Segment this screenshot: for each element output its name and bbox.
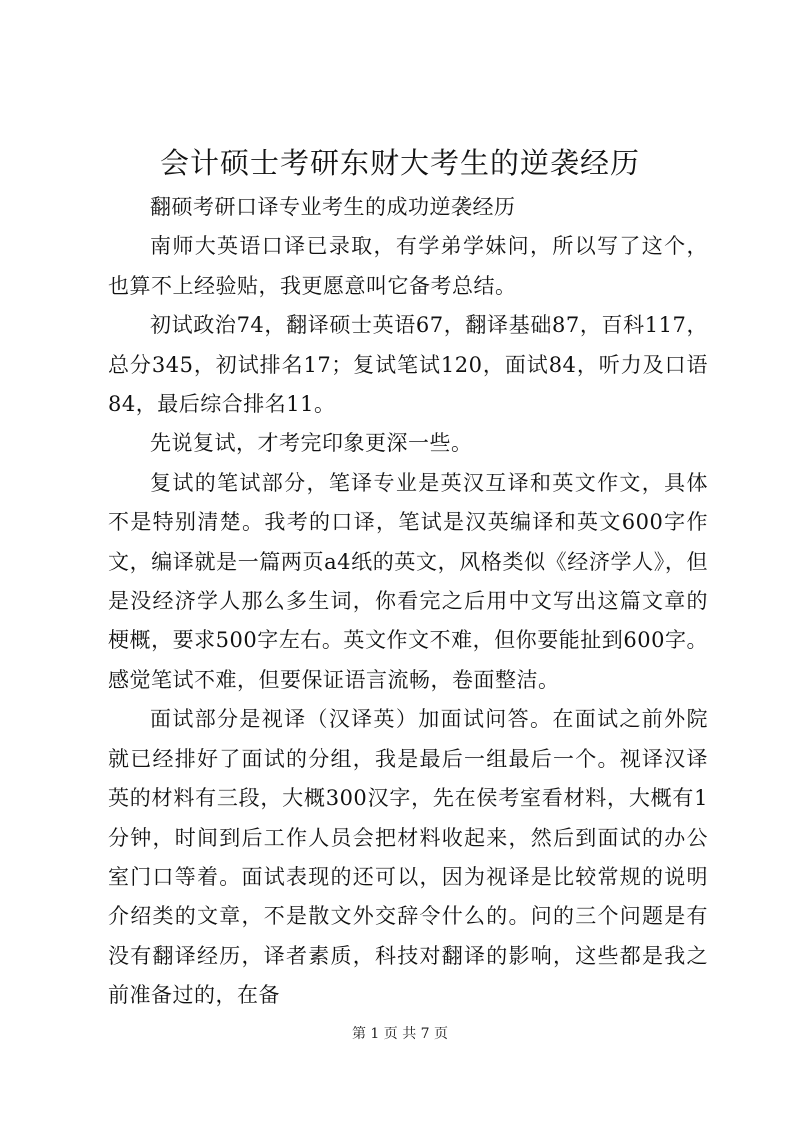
paragraph-retest-intro: 先说复试，才考完印象更深一些。 bbox=[150, 431, 473, 456]
page-footer: 第 1 页 共 7 页 bbox=[351, 1026, 449, 1042]
paragraph-written-test: 复试的笔试部分，笔译专业是英汉互译和英文作文，具体不是特别清楚。我考的口译，笔试是汉英编译和英文600字作文，编译就是一篇两页a4纸的英文，风格类似《经济学人》，但是没经济学人那么多生词，你看完之后用中文写出这篇文章的梗概，要求500字左右。英文作文不难，但你要能扯到600字。感觉笔试不难，但要保证语言流畅，卷面整洁。 bbox=[108, 470, 708, 692]
paragraph-interview: 面试部分是视译（汉译英）加面试问答。在面试之前外院就已经排好了面试的分组，我是最后一组最后一个。视译汉译英的材料有三段，大概300汉字，先在侯考室看材料，大概有1分钟，时间到后工作人员会把材料收起来，然后到面试的办公室门口等着。面试表现的还可以，因为视译是比较常规的说明介绍类的文章，不是散文外交辞令什么的。问的三个问题是有没有翻译经历，译者素质，科技对翻译的影响，这些都是我之前准备过的，在备 bbox=[108, 707, 708, 1008]
document-title: 会计硕士考研东财大考生的逆袭经历 bbox=[159, 146, 640, 180]
paragraph-scores: 初试政治74，翻译硕士英语67，翻译基础87，百科117，总分345，初试排名17；复试笔试120，面试84，听力及口语84，最后综合排名11。 bbox=[108, 313, 708, 417]
paragraph-subtitle: 翻硕考研口译专业考生的成功逆袭经历 bbox=[150, 195, 516, 219]
paragraph-intro: 南师大英语口译已录取，有学弟学妹问，所以写了这个，也算不上经验贴，我更愿意叫它备考总结。 bbox=[108, 234, 708, 298]
document-body bbox=[108, 188, 708, 1016]
